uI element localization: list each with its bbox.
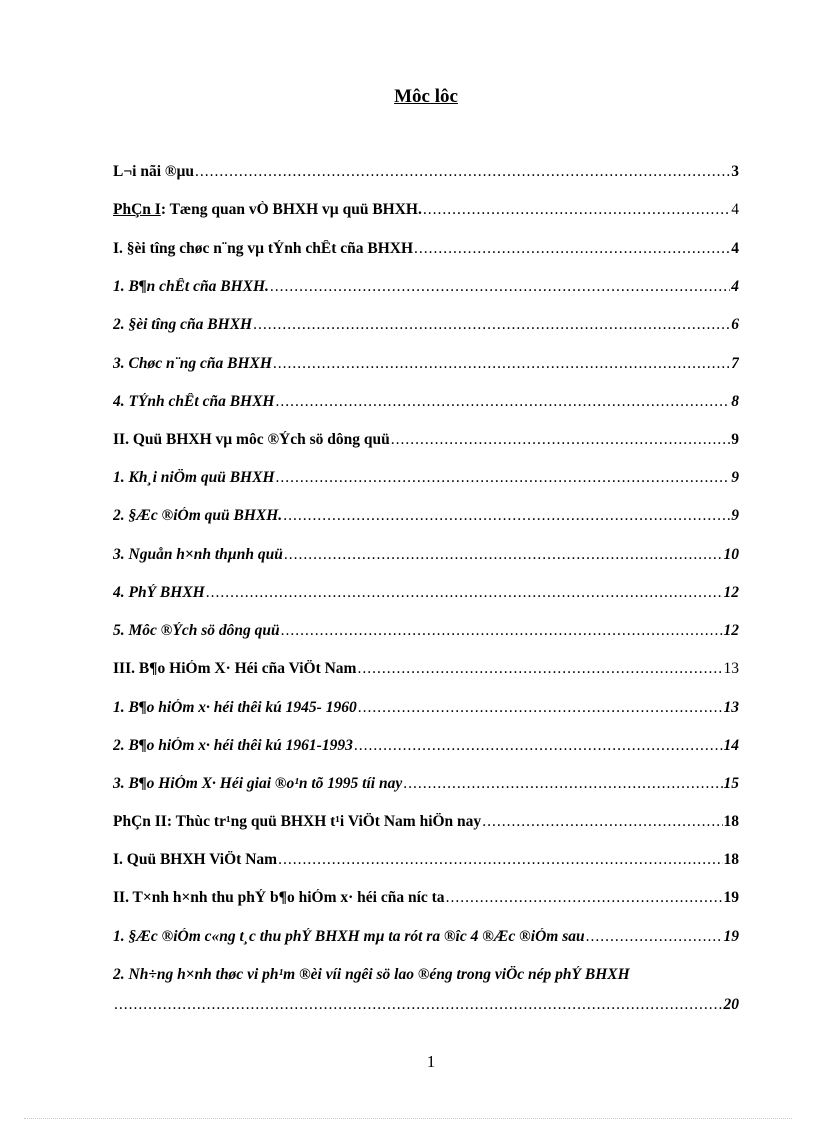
toc-entry[interactable] [113,163,739,187]
toc-entry[interactable] [113,775,739,799]
toc-entry[interactable] [113,278,739,302]
toc-page-number: 18 [723,851,739,868]
toc-entry[interactable] [113,584,739,608]
toc-entry-label-text: : Tæng quan vÒ BHXH vµ quü BHXH. [160,201,422,218]
toc-page-number: 3 [731,163,739,180]
leader-dots [446,889,723,907]
toc-page-number: 9 [731,469,739,486]
leader-dots [354,737,723,755]
leader-dots [391,431,730,449]
toc-entry[interactable] [113,316,739,340]
leader-dots [423,201,730,219]
toc-page-number: 19 [723,928,739,945]
leader-dots [253,316,730,334]
toc-entry-label: 5. Môc ®Ých sö dông quü [113,622,280,639]
leader-dots [273,355,730,373]
toc-entry-label: 3. B¶o HiÓm X· Héi giai ®o¹n tõ 1995 tíi nay [113,775,403,792]
toc-page-number: 10 [723,546,739,563]
leader-dots [482,813,722,831]
toc-page-number: 12 [723,622,739,639]
toc-entry[interactable] [113,622,739,646]
toc-entry-prefix: PhÇn I [113,201,161,218]
leader-dots [284,546,723,564]
leader-dots [357,660,722,678]
leader-dots [414,240,730,258]
leader-dots [278,851,722,869]
toc-entry-wrapped-label[interactable]: 2. Nh÷ng h×nh thøc vi ph¹m ®èi víi ngêi sö lao ®éng trong viÖc nép phÝ BHXH [113,966,630,983]
toc-page-number: 4 [731,278,739,295]
toc-entry-label: II. T×nh h×nh thu phÝ b¶o hiÓm x· héi cña níc ta [113,889,445,906]
toc-entry-label: 2. §èi tîng cña BHXH [113,316,253,333]
toc-entry[interactable] [113,851,739,875]
toc-entry[interactable] [113,813,739,837]
toc-entry-label: 1. B¶o hiÓm x· héi thêi kú 1945- 1960 [113,699,357,716]
toc-entry-label: I. §èi tîng chøc n¨ng vµ tÝnh chÊt cña BHXH [113,240,414,257]
leader-dots [358,699,723,717]
toc-entry-label: 3. Nguån h×nh thµnh quü [113,546,283,563]
toc-entry[interactable] [113,507,739,531]
leader-dots [283,507,730,525]
toc-entry-label: 1. B¶n chÊt cña BHXH. [113,278,269,295]
toc-page-number: 14 [723,737,739,754]
toc-entry[interactable] [113,393,739,417]
toc-entry[interactable] [113,546,739,570]
toc-page-number: 13 [723,699,739,716]
toc-page-number: 12 [723,584,739,601]
toc-entry[interactable] [113,928,739,952]
toc-entry-label: 2. §Æc ®iÓm quü BHXH. [113,507,283,524]
toc-entry-label: II. Quü BHXH vµ môc ®Ých sö dông quü [113,431,390,448]
toc-entry-label: 4. TÝnh chÊt cña BHXH [113,393,275,410]
leader-dots [403,775,722,793]
toc-page-number: 18 [723,813,739,830]
toc-entry[interactable] [113,660,739,684]
toc-entry-label: I. Quü BHXH ViÖt Nam [113,851,278,868]
toc-entry[interactable] [113,737,739,761]
toc-entry-label [113,201,422,219]
toc-entry[interactable] [113,355,739,379]
leader-dots [276,393,731,411]
leader-dots [276,469,731,487]
toc-page-number: 7 [731,355,739,372]
toc-page-number: 15 [723,775,739,792]
toc-entry[interactable] [113,240,739,264]
toc-entry[interactable] [113,699,739,723]
leader-dots [114,996,723,1014]
leader-dots [281,622,723,640]
toc-entry-wrapped-continuation[interactable] [113,996,739,1020]
toc-page-number: 9 [731,431,739,448]
toc-entry[interactable] [113,889,739,913]
leader-dots [270,278,730,296]
toc-entry-label: 3. Chøc n¨ng cña BHXH [113,355,272,372]
toc-page-number: 6 [731,316,739,333]
toc-page-number: 19 [723,889,739,906]
toc-page-number: 20 [723,996,739,1013]
toc-entry-label: III. B¶o HiÓm X· Héi cña ViÖt Nam [113,660,357,677]
toc-entry-label: 1. Kh¸i niÖm quü BHXH [113,469,275,486]
toc-entry[interactable] [113,469,739,493]
toc-entry[interactable] [113,431,739,455]
leader-dots [586,928,723,946]
toc-entry-label: 4. PhÝ BHXH [113,584,205,601]
toc-page-number: 8 [731,393,739,410]
leader-dots [206,584,723,602]
toc-page-number: 4 [731,201,739,218]
toc-entry-label: 2. B¶o hiÓm x· héi thêi kú 1961-1993 [113,737,353,754]
page-number-footer: 1 [426,1052,436,1071]
page-title: Môc lôc [394,86,458,107]
toc-page-number: 13 [723,660,739,677]
toc-entry[interactable] [113,201,739,225]
page-bottom-dotted-line [24,1118,792,1119]
toc-page-number: 4 [731,240,739,257]
toc-entry-label: PhÇn II: Thùc tr¹ng quü BHXH t¹i ViÖt Nam hiÖn nay [113,813,482,830]
leader-dots [195,163,730,181]
toc-entry-label: 1. §Æc ®iÓm c«ng t¸c thu phÝ BHXH mµ ta rót ra ®îc 4 ®Æc ®iÓm sau [113,928,585,945]
toc-page-number: 9 [731,507,739,524]
toc-entry-label: L¬i nãi ®µu [113,163,195,180]
